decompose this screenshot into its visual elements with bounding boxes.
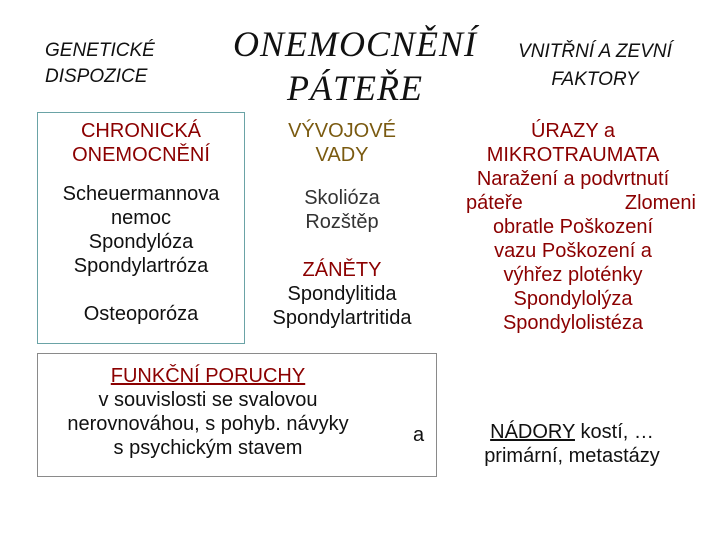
injuries-line xyxy=(444,191,702,215)
functional-line: v souvislosti se svalovou xyxy=(98,389,318,411)
inflammation-item: Spondylartritida xyxy=(272,307,412,329)
chronic-item-osteoporosis: Osteoporóza xyxy=(83,303,199,325)
functional-heading: FUNKČNÍ PORUCHY xyxy=(110,365,306,387)
title-line1: ONEMOCNĚNÍ xyxy=(233,24,477,64)
tumors-heading: NÁDORY xyxy=(490,421,575,443)
genetic-line1: GENETICKÉ xyxy=(45,40,155,61)
tumors-rest: kostí, … xyxy=(574,421,654,443)
developmental-list xyxy=(248,186,436,234)
middle-column xyxy=(247,112,437,344)
injuries-line: Spondylolistéza xyxy=(502,312,644,334)
chronic-heading-line2: ONEMOCNĚNÍ xyxy=(72,144,210,166)
injuries-heading xyxy=(444,119,702,167)
chronic-diseases-box xyxy=(37,112,245,344)
injuries-list xyxy=(444,167,702,335)
injuries-line: Spondylolýza xyxy=(513,288,633,310)
developmental-item: Rozštěp xyxy=(305,211,379,233)
chronic-heading xyxy=(38,119,244,167)
injuries-column xyxy=(443,112,703,397)
chronic-item: Spondylóza xyxy=(88,231,194,253)
tumors-line2: primární, metastázy xyxy=(484,445,660,467)
developmental-heading-line1: VÝVOJOVÉ xyxy=(288,120,396,142)
functional-disorders-box xyxy=(37,353,437,477)
developmental-item: Skolióza xyxy=(304,187,380,209)
injuries-heading-line2: MIKROTRAUMATA xyxy=(486,144,660,166)
page-title xyxy=(225,22,485,110)
injuries-line-part: Zlomeni xyxy=(624,192,696,214)
functional-line: nerovnováhou, s pohyb. návyky xyxy=(67,413,349,435)
injuries-heading-line1: ÚRAZY a xyxy=(530,120,616,142)
chronic-item: nemoc xyxy=(110,207,172,229)
tumors-line1 xyxy=(443,420,701,444)
tumors-block xyxy=(443,420,701,468)
inflammation-list xyxy=(248,282,436,330)
chronic-item: Scheuermannova xyxy=(62,183,220,205)
factors-line2: FAKTORY xyxy=(551,69,639,90)
functional-lines xyxy=(38,388,378,460)
developmental-heading xyxy=(248,119,436,167)
inflammation-heading: ZÁNĚTY xyxy=(302,259,382,281)
chronic-heading-line1: CHRONICKÁ xyxy=(80,120,201,142)
genetic-disposition-label xyxy=(45,38,155,90)
inflammation-item: Spondylitida xyxy=(287,283,397,305)
injuries-line: Naražení a podvrtnutí xyxy=(476,168,670,190)
injuries-line: obratle Poškození xyxy=(492,216,654,238)
injuries-line-part: páteře xyxy=(466,192,523,214)
title-line2: PÁTEŘE xyxy=(287,68,423,108)
functional-line: s psychickým stavem xyxy=(113,437,303,459)
developmental-heading-line2: VADY xyxy=(315,144,369,166)
chronic-list xyxy=(38,182,244,278)
factors-line1: VNITŘNÍ A ZEVNÍ xyxy=(518,41,672,62)
factors-label xyxy=(480,38,710,94)
genetic-line2: DISPOZICE xyxy=(45,66,148,87)
functional-conjunction: a xyxy=(413,424,425,446)
injuries-line: výhřez ploténky xyxy=(503,264,643,286)
chronic-item: Spondylartróza xyxy=(73,255,209,277)
injuries-line: vazu Poškození a xyxy=(494,240,652,262)
